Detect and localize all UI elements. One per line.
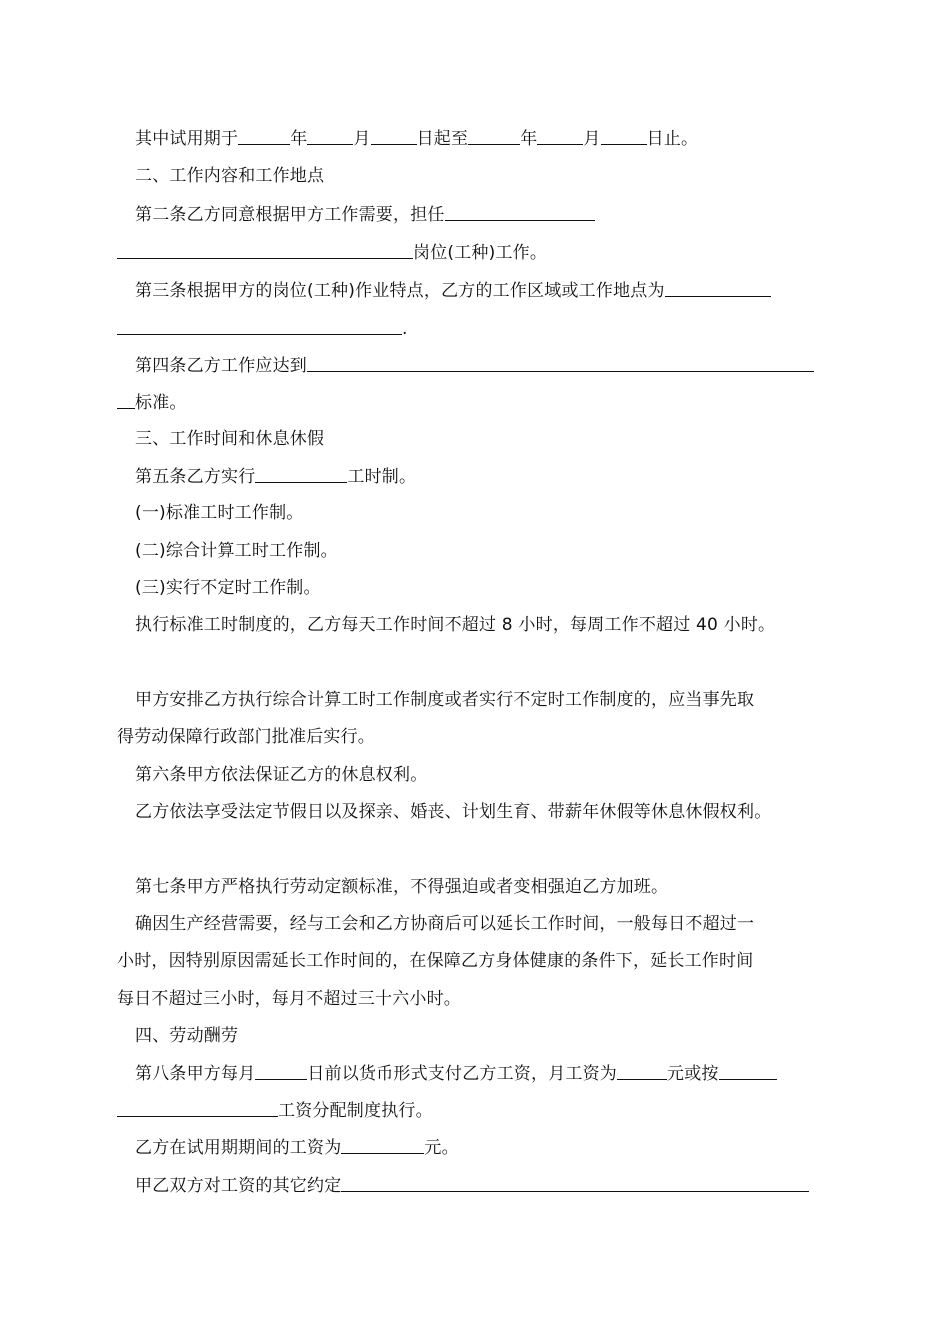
- probation-period-line: 其中试用期于 年 月 日起至 年 月 日止。: [135, 126, 698, 151]
- section-heading-2: 二、工作内容和工作地点: [135, 166, 325, 186]
- article-3-line: 第三条根据甲方的岗位(工种)作业特点，乙方的工作区域或工作地点为: [135, 278, 771, 303]
- overtime-paragraph-line-3: 每日不超过三小时，每月不超过三十六小时。: [117, 989, 461, 1009]
- option-standard-hours: (一)标准工时工作制。: [135, 503, 304, 523]
- article-3-cont: .: [117, 316, 408, 341]
- rest-rights-paragraph: 乙方依法享受法定节假日以及探亲、婚丧、计划生育、带薪年休假等休息休假权利。: [135, 802, 772, 822]
- blank-other-salary-terms[interactable]: [341, 1173, 809, 1192]
- blank-work-location-1[interactable]: [665, 278, 771, 297]
- option-comprehensive-hours: (二)综合计算工时工作制。: [135, 541, 338, 561]
- article-8-line: 第八条甲方每月 日前以货币形式支付乙方工资，月工资为 元或按: [135, 1061, 777, 1086]
- section-heading-3: 三、工作时间和休息休假: [135, 429, 325, 449]
- blank-month-end[interactable]: [537, 126, 583, 145]
- article-5-line: 第五条乙方实行 工时制。: [135, 464, 416, 489]
- blank-probation-salary[interactable]: [341, 1135, 424, 1154]
- article-8-cont: 工资分配制度执行。: [117, 1098, 433, 1123]
- approval-paragraph-line-1: 甲方安排乙方执行综合计算工时工作制度或者实行不定时工作制度的，应当事先取: [135, 690, 755, 710]
- blank-monthly-salary[interactable]: [617, 1061, 667, 1080]
- blank-position-2[interactable]: [117, 240, 413, 259]
- blank-standard-1[interactable]: [307, 353, 814, 372]
- approval-paragraph-line-2: 得劳动保障行政部门批准后实行。: [117, 727, 375, 747]
- overtime-paragraph-line-1: 确因生产经营需要，经与工会和乙方协商后可以延长工作时间，一般每日不超过一: [135, 914, 755, 934]
- blank-year-start[interactable]: [238, 126, 290, 145]
- blank-pay-system-1[interactable]: [719, 1061, 777, 1080]
- article-2-cont: 岗位(工种)工作。: [117, 240, 547, 265]
- section-heading-4: 四、劳动酬劳: [135, 1026, 239, 1046]
- blank-work-location-2[interactable]: [117, 316, 402, 335]
- blank-working-hours-system[interactable]: [255, 464, 347, 483]
- standard-hours-paragraph: 执行标准工时制度的，乙方每天工作时间不超过 8 小时，每周工作不超过 40 小时。: [135, 615, 776, 635]
- article-7-line: 第七条甲方严格执行劳动定额标准，不得强迫或者变相强迫乙方加班。: [135, 877, 669, 897]
- blank-pay-system-2[interactable]: [117, 1098, 278, 1117]
- article-4-line: 第四条乙方工作应达到: [135, 353, 814, 378]
- blank-standard-2[interactable]: [117, 390, 135, 409]
- blank-day-start[interactable]: [371, 126, 417, 145]
- blank-pay-day[interactable]: [255, 1061, 307, 1080]
- article-2-line: 第二条乙方同意根据甲方工作需要，担任: [135, 202, 595, 227]
- overtime-paragraph-line-2: 小时，因特别原因需延长工作时间的，在保障乙方身体健康的条件下，延长工作时间: [117, 951, 754, 971]
- blank-position-1[interactable]: [445, 202, 595, 221]
- blank-month-start[interactable]: [307, 126, 353, 145]
- article-4-cont: 标准。: [117, 390, 187, 415]
- other-salary-terms-line: 甲乙双方对工资的其它约定: [135, 1173, 809, 1198]
- option-flexible-hours: (三)实行不定时工作制。: [135, 578, 321, 598]
- article-6-line: 第六条甲方依法保证乙方的休息权利。: [135, 765, 428, 785]
- blank-day-end[interactable]: [601, 126, 647, 145]
- blank-year-end[interactable]: [468, 126, 520, 145]
- probation-salary-line: 乙方在试用期期间的工资为 元。: [135, 1135, 459, 1160]
